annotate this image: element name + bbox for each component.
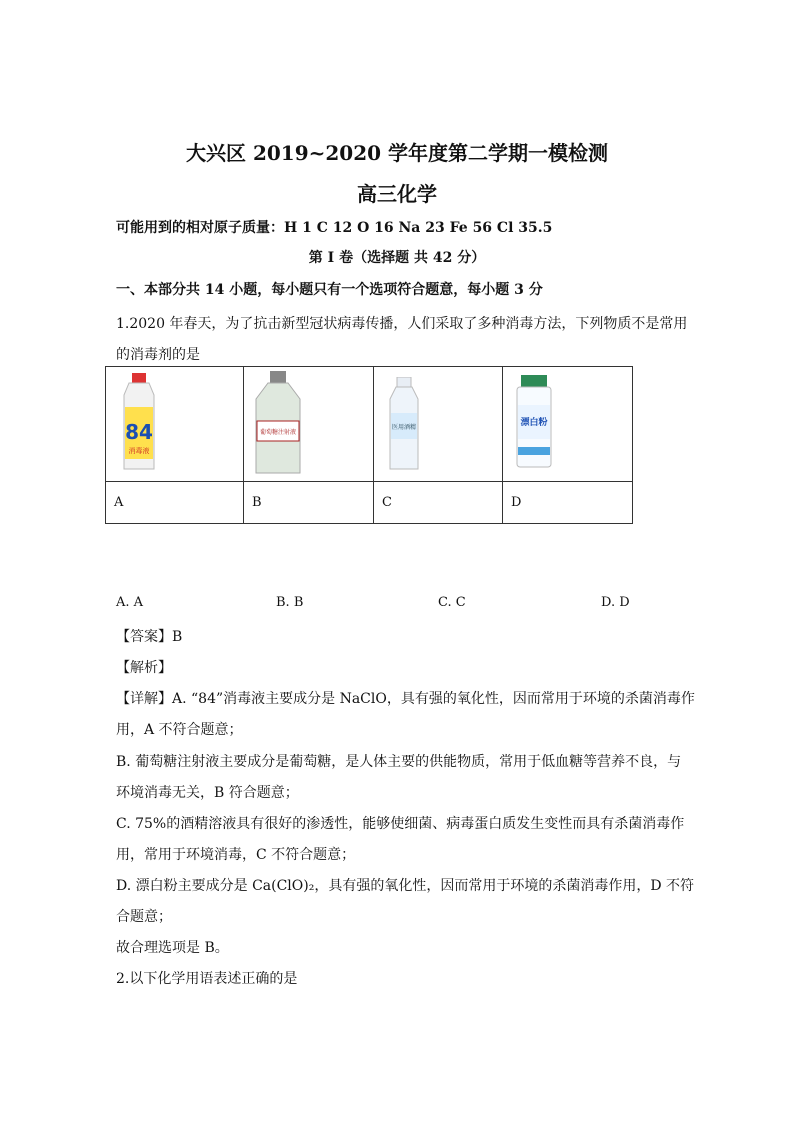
option-label-a: A [106, 482, 244, 524]
subject-title: 高三化学 [357, 182, 437, 206]
explanation-line-3: B. 葡萄糖注射液主要成分是葡萄糖，是人体主要的供能物质，常用于低血糖等营养不良，与 [116, 754, 682, 770]
bottle-d-label: 漂白粉 [520, 418, 548, 428]
medical-alcohol-bottle-image [384, 377, 424, 473]
image-cell-a [106, 367, 244, 482]
image-cell-b [244, 367, 374, 482]
options-table [105, 366, 633, 524]
bottle-a-label: 84 [125, 420, 153, 444]
section-heading: 第 Ⅰ 卷（选择题 共 42 分） [308, 250, 486, 266]
explanation-line-1: 【详解】A. “84”消毒液主要成分是 NaClO，具有强的氧化性，因而常用于环境的杀菌消毒作 [116, 691, 695, 707]
answer: 【答案】B [116, 629, 183, 645]
disinfectant-84-bottle-image [116, 373, 166, 473]
choice-d: D. D [601, 595, 630, 610]
bottle-b-label: 葡萄糖注射液 [259, 429, 297, 436]
analysis-label: 【解析】 [116, 660, 172, 676]
bottle-c-label: 医用酒精 [391, 424, 417, 431]
atomic-masses: 可能用到的相对原子质量：H 1 C 12 O 16 Na 23 Fe 56 Cl 35.5 [116, 220, 553, 236]
explanation-line-6: 用，常用于环境消毒，C 不符合题意； [116, 847, 356, 863]
image-cell-c [374, 367, 503, 482]
question-1-stem-line-1: 1.2020 年春天，为了抗击新型冠状病毒传播，人们采取了多种消毒方法，下列物质不是常用 [116, 316, 688, 332]
choice-a: A. A [116, 595, 144, 610]
exam-title: 大兴区 2019~2020 学年度第二学期一模检测 [185, 141, 608, 165]
bottle-a-sublabel: 消毒液 [128, 447, 150, 455]
question-2-stem: 2.以下化学用语表述正确的是 [116, 971, 298, 987]
explanation-line-8: 合题意； [116, 909, 172, 925]
option-label-b: B [244, 482, 374, 524]
choice-b: B. B [276, 595, 304, 610]
explanation-line-5: C. 75%的酒精溶液具有很好的渗透性，能够使细菌、病毒蛋白质发生变性而具有杀菌消毒作 [116, 816, 685, 832]
option-label-c: C [374, 482, 503, 524]
explanation-line-7: D. 漂白粉主要成分是 Ca(ClO)₂，具有强的氧化性，因而常用于环境的杀菌消毒作用，D 不符 [116, 878, 695, 894]
explanation-line-9: 故合理选项是 B。 [116, 940, 229, 956]
question-1-stem-line-2: 的消毒剂的是 [116, 347, 200, 363]
option-label-d: D [503, 482, 633, 524]
explanation-line-4: 环境消毒无关，B 符合题意； [116, 785, 299, 801]
bleaching-powder-bottle-image [511, 375, 557, 471]
glucose-injection-bottle-image [250, 369, 306, 477]
part-intro: 一、本部分共 14 小题，每小题只有一个选项符合题意，每小题 3 分 [116, 282, 543, 298]
choice-c: C. C [438, 595, 466, 610]
image-cell-d [503, 367, 633, 482]
explanation-line-2: 用，A 不符合题意； [116, 722, 243, 738]
